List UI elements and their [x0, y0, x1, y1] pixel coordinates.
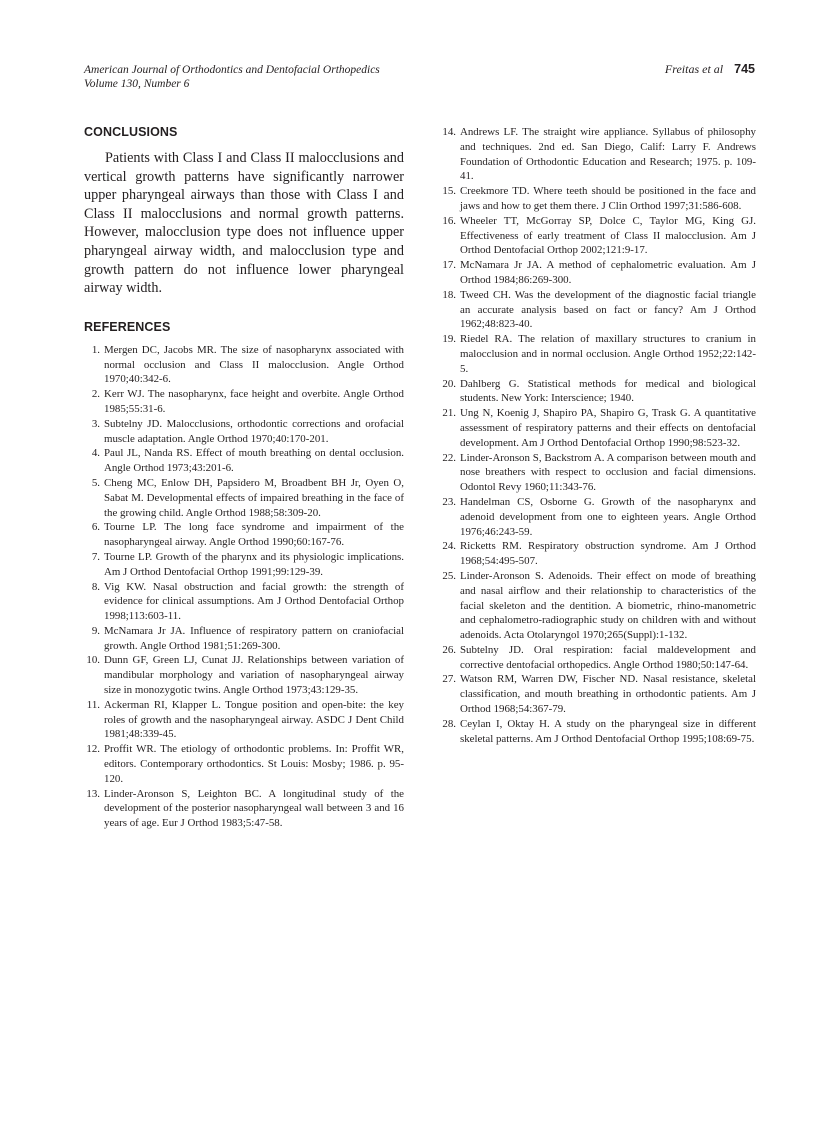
reference-item — [440, 717, 756, 747]
reference-number: 2. — [91, 388, 100, 401]
reference-number: 15. — [442, 185, 456, 198]
reference-text: Ackerman RI, Klapper L. Tongue position and open-bite: the key roles of growth and the nasopharyngeal airway. ASDC J Dent Child 1981;48:339-45. — [104, 698, 404, 741]
reference-item — [84, 580, 404, 624]
reference-text: Vig KW. Nasal obstruction and facial growth: the strength of evidence for clinical assumptions. Am J Orthod Dentofacial Orthop 1998;113:603-11. — [104, 580, 404, 623]
reference-item — [84, 698, 404, 742]
reference-text: Linder-Aronson S. Adenoids. Their effect on mode of breathing and nasal airflow and their relationship to characteristics of the facial skeleton and the dentition. A biometric, rhino-manometric and cephalometro-radiographic study on children with and without adenoids. Acta Otolaryngol 1970;265(Suppl):1-132. — [460, 569, 756, 642]
reference-number: 12. — [86, 743, 100, 756]
reference-text: Linder-Aronson S, Leighton BC. A longitudinal study of the development of the posterior nasopharyngeal wall between 3 and 16 years of age. Eur J Orthod 1983;5:47-58. — [104, 787, 404, 830]
reference-number: 13. — [86, 787, 100, 800]
left-column — [84, 125, 404, 831]
reference-number: 21. — [442, 407, 456, 420]
reference-number: 24. — [442, 540, 456, 553]
reference-item — [440, 569, 756, 643]
reference-text: Subtelny JD. Oral respiration: facial maldevelopment and corrective dentofacial orthopedics. Angle Orthod 1980;50:147-64. — [460, 643, 756, 671]
reference-item — [440, 451, 756, 495]
reference-number: 8. — [91, 580, 100, 593]
reference-text: Watson RM, Warren DW, Fischer ND. Nasal resistance, skeletal classification, and mouth breathing in orthodontic patients. Am J Orthod 1968;54:367-79. — [460, 673, 756, 716]
reference-item — [440, 125, 756, 184]
reference-number: 11. — [86, 698, 100, 711]
reference-text: Dunn GF, Green LJ, Cunat JJ. Relationships between variation of mandibular morphology and variation of nasopharyngeal airway size in monozygotic twins. Angle Orthod 1973;43:129-35. — [104, 654, 404, 697]
reference-item — [440, 332, 756, 376]
reference-number: 23. — [442, 495, 456, 508]
reference-text: Andrews LF. The straight wire appliance. Syllabus of philosophy and techniques. 2nd ed. San Diego, Calif: Larry F. Andrews Foundation of Orthodontic Education and Research; 1975. p. 109-41. — [460, 126, 756, 183]
reference-text: Subtelny JD. Malocclusions, orthodontic corrections and orofacial muscle adaptation. Angle Orthod 1970;40:170-201. — [104, 417, 404, 445]
reference-number: 17. — [442, 259, 456, 272]
reference-text: Ricketts RM. Respiratory obstruction syndrome. Am J Orthod 1968;54:495-507. — [460, 540, 756, 568]
reference-item — [84, 550, 404, 580]
running-header-right — [665, 62, 755, 77]
reference-item — [440, 539, 756, 569]
reference-item — [84, 417, 404, 447]
page-number: 745 — [734, 62, 755, 76]
reference-item — [440, 258, 756, 288]
reference-text: Cheng MC, Enlow DH, Papsidero M, Broadbent BH Jr, Oyen O, Sabat M. Developmental effects of impaired breathing in the face of the growing child. Angle Orthod 1988;58:309-20. — [104, 476, 404, 519]
reference-text: Tourne LP. Growth of the pharynx and its physiologic implications. Am J Orthod Dentofacial Orthop 1991;99:129-39. — [104, 550, 404, 578]
reference-item — [84, 387, 404, 417]
reference-text: Creekmore TD. Where teeth should be positioned in the face and jaws and how to get them there. J Clin Orthod 1997;31:586-608. — [460, 185, 756, 212]
reference-item — [84, 787, 404, 831]
reference-number: 26. — [442, 643, 456, 656]
reference-item — [440, 643, 756, 673]
running-authors: Freitas et al — [664, 62, 724, 76]
references-heading: REFERENCES — [84, 319, 171, 334]
reference-number: 28. — [442, 717, 456, 730]
reference-item — [440, 406, 756, 450]
conclusions-text: Patients with Class I and Class II malocclusions and vertical growth patterns have significantly narrower upper pharyngeal airways than those with Class I and Class II malocclusions and normal growth patterns. However, malocclusion type does not influence upper pharyngeal airway width, and malocclusion type and growth pattern do not influence lower pharyngeal airway width. — [84, 150, 404, 297]
reference-number: 27. — [442, 673, 456, 686]
reference-number: 5. — [91, 476, 100, 489]
conclusions-heading: CONCLUSIONS — [84, 125, 178, 139]
reference-text: Tourne LP. The long face syndrome and impairment of the nasopharyngeal airway. Angle Orthod 1990;60:167-76. — [104, 521, 404, 549]
reference-item — [440, 214, 756, 258]
reference-number: 25. — [442, 569, 456, 582]
reference-item — [84, 476, 404, 520]
journal-volume: Volume 130, Number 6 — [84, 78, 190, 90]
reference-item — [440, 377, 756, 407]
reference-text: Ceylan I, Oktay H. A study on the pharyngeal size in different skeletal patterns. Am J Orthod Dentofacial Orthop 1995;108:69-75. — [460, 717, 756, 745]
reference-item — [440, 672, 756, 716]
reference-text: Ung N, Koenig J, Shapiro PA, Shapiro G, Trask G. A quantitative assessment of respiratory patterns and their effects on dentofacial development. Am J Orthod Dentofacial Orthop 1990;98:523-32. — [460, 407, 756, 449]
reference-number: 9. — [91, 624, 100, 637]
reference-number: 7. — [91, 550, 100, 563]
reference-number: 10. — [86, 654, 100, 667]
reference-number: 14. — [442, 126, 456, 138]
reference-text: Mergen DC, Jacobs MR. The size of nasopharynx associated with normal occlusion and Class II malocclusion. Angle Orthod 1970;40:342-6. — [104, 343, 404, 386]
reference-number: 1. — [91, 343, 100, 356]
reference-text: Wheeler TT, McGorray SP, Dolce C, Taylor MG, King GJ. Effectiveness of early treatment of Class II malocclusion. Am J Orthod Dentofacial Orthop 2002;121:9-17. — [460, 214, 756, 257]
reference-number: 4. — [91, 447, 100, 460]
reference-text: Linder-Aronson S, Backstrom A. A comparison between mouth and nose breathers with respect to occlusion and facial dimensions. Odontol Revy 1960;11:343-76. — [460, 451, 756, 494]
reference-text: Tweed CH. Was the development of the diagnostic facial triangle an accurate analysis based on fact or fancy? Am J Orthod 1962;48:823-40. — [460, 288, 756, 331]
reference-number: 6. — [91, 521, 100, 534]
reference-text: Riedel RA. The relation of maxillary structures to cranium in malocclusion and in normal occlusion. Angle Orthod 1952;22:142-5. — [460, 333, 756, 375]
journal-title: American Journal of Orthodontics and Dentofacial Orthopedics — [84, 64, 380, 76]
running-header-journal — [84, 63, 380, 91]
reference-number: 20. — [442, 377, 456, 390]
reference-text: Paul JL, Nanda RS. Effect of mouth breathing on dental occlusion. Angle Orthod 1973;43:201-6. — [104, 447, 404, 475]
reference-item — [84, 653, 404, 697]
reference-number: 16. — [442, 214, 456, 227]
reference-text: McNamara Jr JA. A method of cephalometric evaluation. Am J Orthod 1984;86:269-300. — [460, 259, 756, 286]
reference-item — [440, 288, 756, 332]
reference-item — [84, 446, 404, 476]
reference-item — [84, 742, 404, 786]
reference-number: 19. — [442, 333, 456, 346]
reference-list-right — [440, 125, 756, 746]
reference-item — [440, 184, 756, 214]
reference-item — [84, 343, 404, 387]
reference-number: 18. — [442, 288, 456, 301]
reference-text: Handelman CS, Osborne G. Growth of the nasopharynx and adenoid development from one to eighteen years. Angle Orthod 1976;46:243-59. — [460, 495, 756, 538]
reference-text: Dahlberg G. Statistical methods for medical and biological students. New York: Interscience; 1940. — [460, 377, 756, 405]
reference-item — [84, 624, 404, 654]
reference-number: 3. — [91, 417, 100, 430]
reference-text: Kerr WJ. The nasopharynx, face height and overbite. Angle Orthod 1985;55:31-6. — [104, 388, 404, 415]
reference-list-left — [84, 343, 404, 831]
reference-text: Proffit WR. The etiology of orthodontic problems. In: Proffit WR, editors. Contemporary orthodontics. St Louis: Mosby; 1986. p. 95-120. — [104, 743, 404, 785]
right-column — [440, 125, 756, 746]
reference-item — [84, 520, 404, 550]
reference-number: 22. — [442, 451, 456, 464]
reference-text: McNamara Jr JA. Influence of respiratory pattern on craniofacial growth. Angle Orthod 1981;51:269-300. — [104, 624, 404, 652]
reference-item — [440, 495, 756, 539]
